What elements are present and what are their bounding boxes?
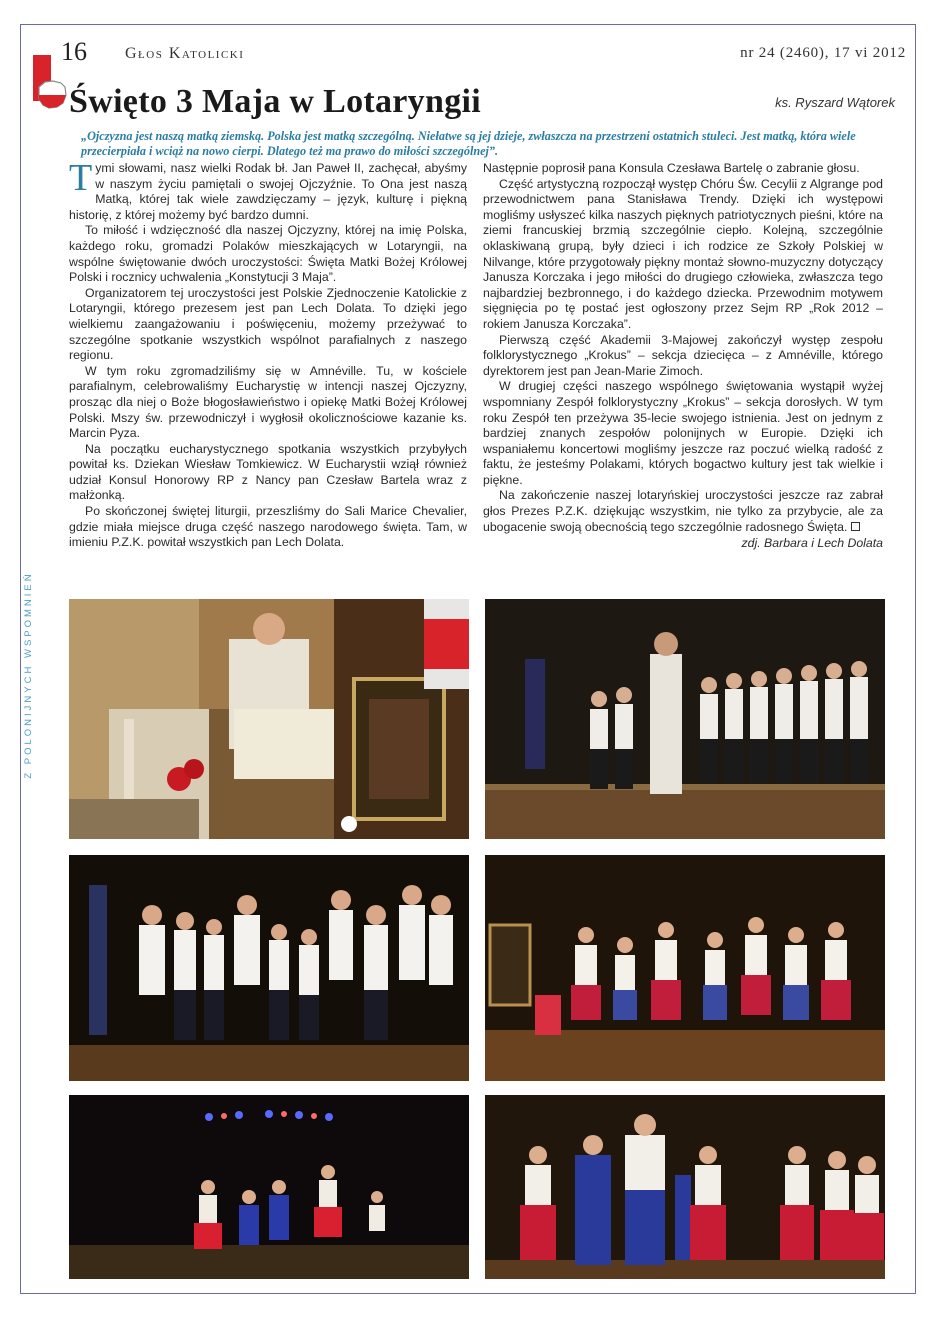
priest-altar-photo [69, 599, 469, 839]
folk-children-photo [485, 855, 885, 1081]
page-header [61, 37, 906, 67]
article-motto: „Ojczyzna jest naszą matką ziemską. Polska jest matką szczególną. Niełatwe są jej dzieje, zwłaszcza na przestrzeni ostatnich stuleci. Jest matką, która wiele przecierpiała i wciąż na nowo cierpi. Dlatego też ma prawo do miłości szczególnej”. [81, 129, 856, 158]
article-column-right [483, 161, 883, 552]
paragraph: Część artystyczną rozpoczął występ Chóru Św. Cecylii z Algrange pod przewodnictwem pana Stanisława Trendy. Dzięki ich występowi mogliśmy usłyszeć kilka naszych pięknych patriotycznych pieśni, które na ziemi francuskiej brzmią szczególnie ciepło. Kolejną, szczególnie oklaskiwaną grupą, były dzieci i ich rodzice ze Szkoły Polskiej w Nilvange, które przygotowały piękny montaż słowno-muzyczny dotyczący Janusza Korczaka i jego miłości do drugiego człowieka, zwłaszcza tego najbardziej bezbronnego, i do każdego dziecka. Przewodnim motywem sięgnięcia po tę postać jest ogłoszony przez Sejm RP „Rok 2012 – rokiem Janusza Korczaka”. [483, 176, 883, 331]
paragraph: Po skończonej świętej liturgii, przeszliśmy do Sali Marice Chevalier, gdzie miała miejsce druga część naszego narodowego święta. Tam, w imieniu P.Z.K. powitał wszystkich pan Lech Dolata. [69, 504, 467, 550]
paragraph: Na początku eucharystycznego spotkania wszystkich przybyłych powitał ks. Dziekan Wiesław Tomkiewicz. W Eucharystii wziął również udział Konsul Honorowy RP z Nancy pan Czesław Bartela wraz z małżonką. [69, 441, 467, 503]
issue-info: nr 24 (2460), 17 vi 2012 [740, 45, 906, 61]
paragraph: W tym roku zgromadziliśmy się w Amnéville. Tu, w kościele parafialnym, celebrowaliśmy Eucharystię w intencji naszej Ojczyzny, prosząc dla niej o Boże błogosławieństwo i opiekę Matki Bożej Królowej Polski. Mszy św. przewodniczył i wygłosił okolicznościowe kazanie ks. Marcin Pyza. [69, 363, 467, 441]
side-label-text: Z POLONIJNYCH WSPOMNIEŃ [23, 571, 34, 779]
paragraph: Pierwszą część Akademii 3-Majowej zakończył występ zespołu folklorystycznego „Krokus” – sekcja dziecięca – z Amnéville, którego dyrektorem jest pan Jean-Marie Zimoch. [483, 332, 883, 378]
article-column-left [69, 157, 467, 551]
folk-adults-photo [485, 1095, 885, 1279]
page-number: 16 [61, 37, 87, 66]
paragraph: Następnie poprosił pana Konsula Czesława Bartelę o zabranie głosu. [483, 161, 860, 175]
children-stage-photo [69, 855, 469, 1081]
folk-dance-photo [69, 1095, 469, 1279]
page-frame [20, 24, 916, 1294]
section-side-label [23, 495, 49, 855]
end-of-article-icon [851, 522, 860, 531]
paragraph: Na zakończenie naszej lotaryńskiej uroczystości jeszcze raz zabrał głos Prezes P.Z.K. dziękując wszystkim, nie tylko za przybycie, ale za ubogacenie swoją obecnością tego szczególnie radosnego Święta. [483, 488, 883, 534]
poland-map-icon [35, 77, 69, 111]
choir-stage-photo [485, 599, 885, 839]
photo-credit: zdj. Barbara i Lech Dolata [741, 536, 883, 551]
article-title: Święto 3 Maja w Lotaryngii [69, 83, 481, 120]
paragraph: W drugiej części naszego wspólnego świętowania wystąpił wyżej wspomniany Zespół folklorystyczny „Krokus” – sekcja dorosłych. W tym roku Zespół ten przeżywa 35-lecie swojego istnienia. Jest on jednym z bardziej znanych zespołów polonijnych w Europie. Dzięki ich wspaniałemu koncertowi mogliśmy jeszcze raz poczuć wielką radość z faktu, że jesteśmy Polakami, których bogactwo kultury jest tak wielkie i piękne. [483, 379, 883, 487]
drop-cap: T [69, 157, 93, 199]
paragraph: Organizatorem tej uroczystości jest Polskie Zjednoczenie Katolickie z Lotaryngii, którego prezesem jest pan Lech Dolata. To dzięki jego wielkiemu zaangażowaniu i poświęceniu, możemy przeżywać to szczególne spotkanie wszystkich wspólnot parafialnych z naszego regionu. [69, 285, 467, 363]
paragraph: Tymi słowami, nasz wielki Rodak bł. Jan Paweł II, zachęcał, abyśmy w naszym życiu pamiętali o swojej Ojczyźnie. To Ona jest naszą Matką, której tak wiele zawdzięczamy – język, kulturę i piękną historię, z której możemy być bardzo dumni. [69, 157, 467, 222]
paragraph: To miłość i wdzięczność dla naszej Ojczyzny, której na imię Polska, każdego roku, gromadzi Polaków mieszkających w Lotaryngii, na wspólne świętowanie dwóch uroczystości: Święta Matki Bożej Królowej Polski i rocznicy uchwalenia „Konstytucji 3 Maja”. [69, 223, 467, 285]
magazine-name: Głos Katolicki [125, 45, 245, 62]
article-author: ks. Ryszard Wątorek [775, 95, 895, 110]
